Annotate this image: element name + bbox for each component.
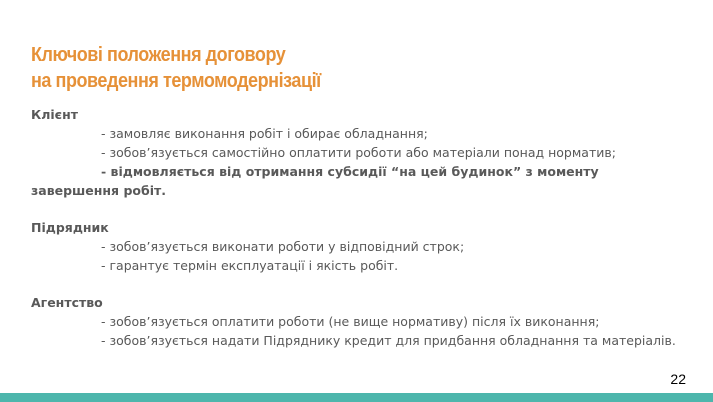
contractor-item-1: - зобов’язується виконати роботи у відповідний строк;	[101, 239, 465, 254]
section-heading-agency: Агентство	[31, 295, 103, 310]
client-item-3: - відмовляється від отримання субсидії “на цей будинок” з моменту завершення робіт.	[31, 164, 599, 198]
section-client	[31, 105, 691, 200]
slide-title	[31, 42, 321, 94]
footer-accent-bar	[0, 393, 713, 402]
section-agency	[31, 293, 691, 350]
page-number: 22	[670, 371, 686, 387]
client-item-1: - замовляє виконання робіт і обирає обладнання;	[101, 126, 428, 141]
contractor-item-2: - гарантує термін експлуатації і якість робіт.	[101, 258, 399, 273]
agency-item-1: - зобов’язується оплатити роботи (не вище нормативу) після їх виконання;	[101, 314, 600, 329]
section-heading-contractor: Підрядник	[31, 220, 109, 235]
title-line-1: Ключові положення договору	[31, 44, 286, 66]
client-item-2: - зобов’язується самостійно оплатити роботи або матеріали понад норматив;	[101, 145, 616, 160]
section-contractor	[31, 218, 691, 275]
agency-item-2: - зобов’язується надати Підряднику кредит для придбання обладнання та матеріалів.	[101, 333, 676, 348]
slide-body	[31, 105, 691, 350]
section-heading-client: Клієнт	[31, 107, 78, 122]
title-line-2: на проведення термомодернізації	[31, 70, 321, 92]
